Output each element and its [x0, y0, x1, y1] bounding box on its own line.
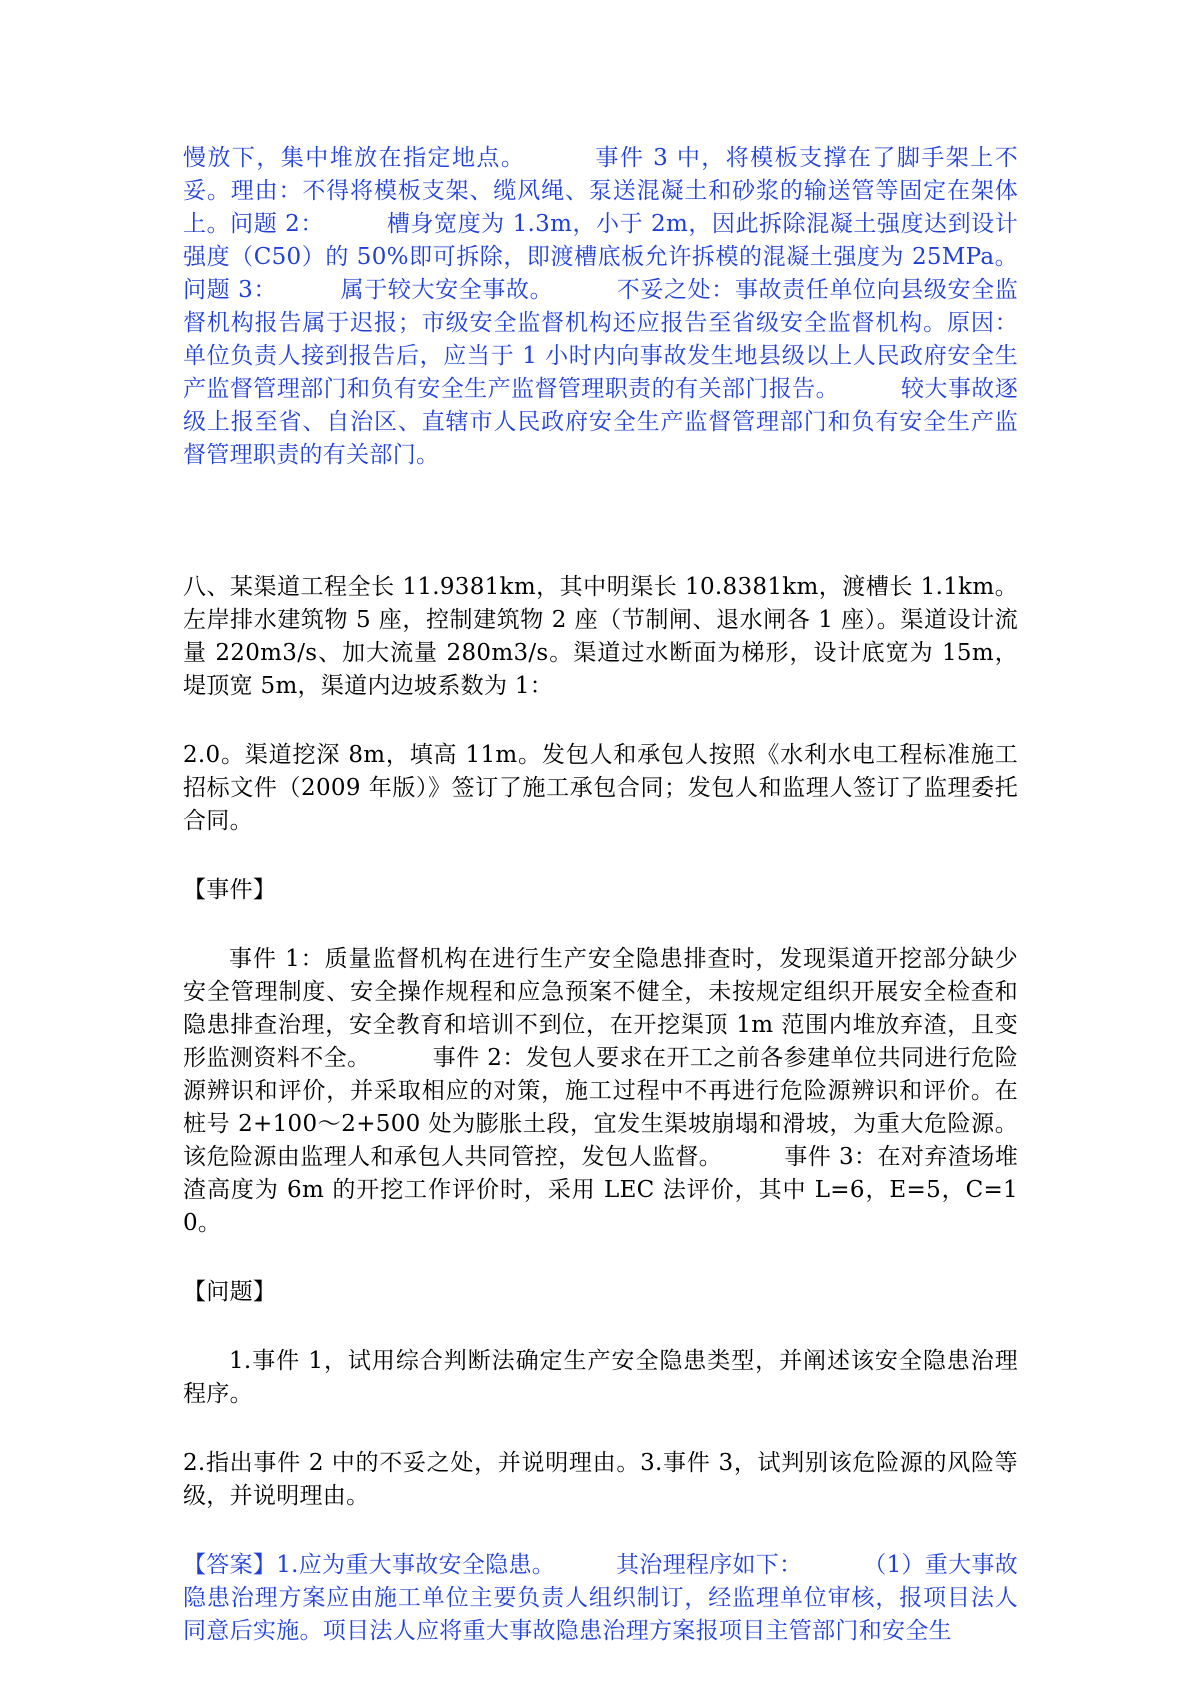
event-text: 事件 2：发包人要求在开工之前各参建单位共同进行危险源辨识和评价，并采取相应的对策，施工过程中不再进行危险源辨识和评价。在桩号 2+100～2+500 处为膨胀土段，宜发生渠坡崩塌和滑坡，为重大危险源。该危险源由监理人和承包人共同管控，发包人监督。: [183, 1045, 1018, 1170]
answer-label: 【答案】: [183, 1552, 277, 1578]
answer-continued-paragraph: [183, 142, 1018, 472]
event-text: 事件 3：在对弃渣场堆渣高度为 6m 的开挖工作评价时，采用 LEC 法评价，其中 L=6，E=5，C=10。: [183, 1144, 1019, 1236]
answer-text: 慢放下，集中堆放在指定地点。: [183, 145, 526, 171]
question-intro-paragraph: 2.0。渠道挖深 8m，填高 11m。发包人和承包人按照《水利水电工程标准施工招标文件（2009 年版）》签订了施工承包合同；发包人和监理人签订了监理委托合同。: [183, 742, 1018, 834]
question-item: 1.事件 1，试用综合判断法确定生产安全隐患类型，并阐述该安全隐患治理程序。: [183, 1348, 1018, 1407]
answer-text: 事件 3 中，将模板支撑在了脚手架上不妥。理由：不得将模板支架、缆风绳、泵送混凝土和砂浆的输送管等固定在架体上。问题 2：: [183, 145, 1018, 237]
answer-text: （1）重大事故隐患治理方案应由施工单位主要负责人组织制订，经监理单位审核，报项目法人同意后实施。项目法人应将重大事故隐患治理方案报项目主管部门和安全生: [183, 1552, 1019, 1644]
document-page: [183, 142, 1018, 1648]
answer-text: 其治理程序如下：: [615, 1552, 803, 1578]
events-paragraph: [183, 943, 1018, 1240]
questions-heading: 【问题】: [183, 1279, 277, 1305]
question-text: 2.指出事件 2 中的不妥之处，并说明理由。: [183, 1450, 641, 1476]
answer-text: 1.应为重大事故安全隐患。: [276, 1552, 556, 1578]
question-intro-paragraph: 八、某渠道工程全长 11.9381km，其中明渠长 10.8381km，渡槽长 1.1km。左岸排水建筑物 5 座，控制建筑物 2 座（节制闸、退水闸各 1 座）。渠道设计流量 220m3/s、加大流量 280m3/s。渠道过水断面为梯形，设计底宽为 15m，堤顶宽 5m，渠道内边坡系数为 1：: [183, 574, 1018, 699]
answer-text: 属于较大安全事故。: [340, 277, 554, 303]
question-item: [183, 1447, 1018, 1513]
answer-paragraph: [183, 1549, 1018, 1648]
answer-text: 槽身宽度为 1.3m，小于 2m，因此拆除混凝土强度达到设计强度（C50）的 50%即可拆除，即渡槽底板允许拆模的混凝土强度为 25MPa。问题 3：: [183, 211, 1019, 303]
events-heading: 【事件】: [183, 877, 277, 903]
question-text: 3.事件 3，试判别该危险源的风险等级，并说明理由。: [183, 1450, 1018, 1509]
event-text: 事件 1：质量监督机构在进行生产安全隐患排查时，发现渠道开挖部分缺少安全管理制度、安全操作规程和应急预案不健全，未按规定组织开展安全检查和隐患排查治理，安全教育和培训不到位，在开挖渠顶 1m 范围内堆放弃渣，且变形监测资料不全。: [183, 946, 1018, 1071]
answer-text: 不妥之处：事故责任单位向县级安全监督机构报告属于迟报；市级安全监督机构还应报告至省级安全监督机构。原因：单位负责人接到报告后，应当于 1 小时内向事故发生地县级以上人民政府安全生产监督管理部门和负有安全生产监督管理职责的有关部门报告。: [183, 277, 1019, 402]
answer-text: 较大事故逐级上报至省、自治区、直辖市人民政府安全生产监督管理部门和负有安全生产监督管理职责的有关部门。: [183, 376, 1019, 468]
